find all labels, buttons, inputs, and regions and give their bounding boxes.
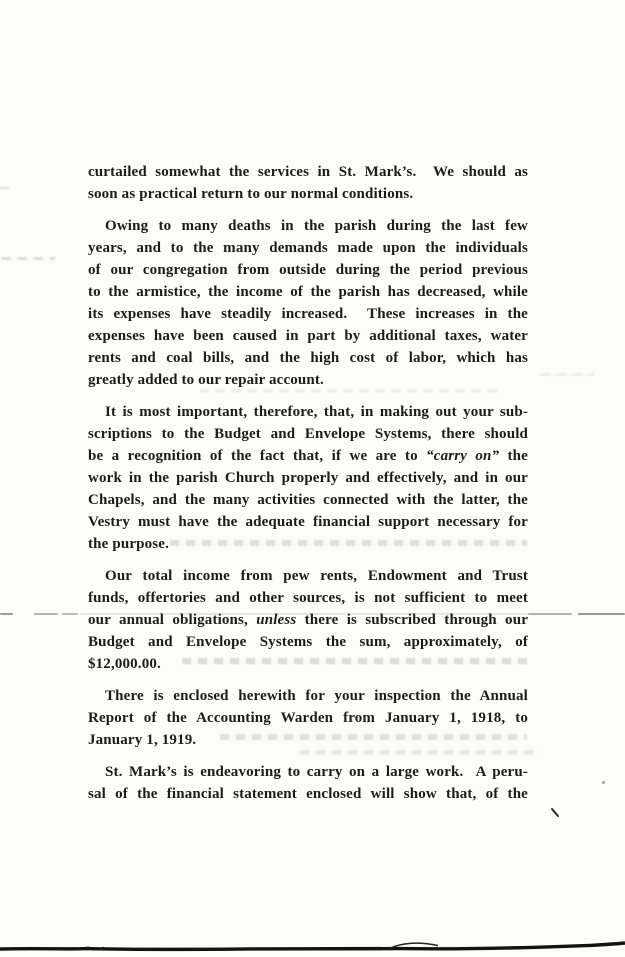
crease-dash	[62, 613, 78, 615]
pen-tick-mark	[549, 806, 563, 820]
text-line: Our total income from pew rents, Endowment and Trust	[105, 568, 528, 584]
crease-dash	[578, 613, 625, 615]
text-line: Vestry must have the adequate financial support necessary for	[88, 514, 528, 530]
scan-smudge	[200, 389, 500, 393]
text-line: its expenses have steadily increased. These increases in the	[88, 306, 528, 322]
ink-speck	[602, 781, 605, 784]
scan-smudge	[540, 373, 595, 376]
text-line: rents and coal bills, and the high cost of labor, which has	[88, 350, 528, 366]
crease-dash	[80, 613, 528, 615]
text-line: Budget and Envelope Systems the sum, approximately, of	[88, 634, 528, 650]
paragraph	[88, 685, 528, 751]
text-line: Owing to many deaths in the parish during the last few	[105, 218, 528, 234]
bottom-scan-line	[0, 934, 625, 957]
text-line: soon as practical return to our normal conditions.	[88, 186, 414, 202]
text-line: the purpose.	[88, 536, 169, 552]
text-line: be a recognition of the fact that, if we are to “carry on” the	[88, 448, 528, 464]
text-line: There is enclosed herewith for your inspection the Annual	[105, 688, 528, 704]
text-line: to the armistice, the income of the parish has decreased, while	[88, 284, 528, 300]
text-line: scriptions to the Budget and Envelope Systems, there should	[88, 426, 528, 442]
scan-smudge	[300, 750, 540, 755]
text-line: of our congregation from outside during the period previous	[88, 262, 528, 278]
paragraph	[88, 761, 528, 805]
text-line: funds, offertories and other sources, is not sufficient to meet	[88, 590, 528, 606]
text-line: sal of the financial statement enclosed will show that, of the	[88, 786, 528, 802]
scan-smudge	[220, 734, 527, 740]
scan-smudge	[0, 187, 10, 189]
text-line: It is most important, therefore, that, in making out your sub-	[105, 404, 528, 420]
text-line: our annual obligations, unless there is subscribed through our	[88, 612, 528, 628]
fold-crease	[0, 612, 625, 617]
crease-dash	[528, 613, 572, 615]
paragraph	[88, 215, 528, 391]
crease-dash	[34, 613, 58, 615]
text-line: curtailed somewhat the services in St. Mark’s. We should as	[88, 164, 528, 180]
scan-smudge	[182, 658, 527, 664]
text-line: Chapels, and the many activities connected with the latter, the	[88, 492, 528, 508]
text-line: years, and to the many demands made upon the individuals	[88, 240, 528, 256]
text-line: greatly added to our repair account.	[88, 372, 324, 388]
text-line: St. Mark’s is endeavoring to carry on a large work. A peru-	[105, 764, 528, 780]
scan-smudge	[2, 257, 55, 260]
paragraph	[88, 401, 528, 555]
text-line: January 1, 1919.	[88, 732, 197, 748]
text-line: Report of the Accounting Warden from January 1, 1918, to	[88, 710, 528, 726]
text-line: expenses have been caused in part by additional taxes, water	[88, 328, 528, 344]
scan-smudge	[170, 540, 527, 546]
text-line: $12,000.00.	[88, 656, 161, 672]
crease-dash	[0, 613, 13, 615]
page-text	[88, 161, 528, 815]
paragraph	[88, 161, 528, 205]
text-line: work in the parish Church properly and effectively, and in our	[88, 470, 528, 486]
